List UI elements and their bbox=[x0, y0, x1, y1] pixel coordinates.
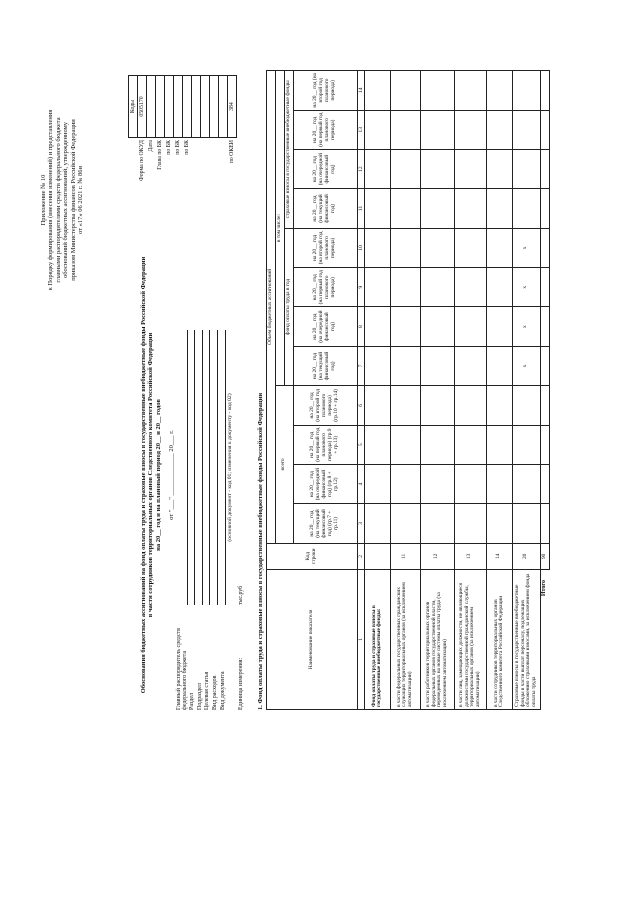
column-number: 9 bbox=[357, 268, 364, 307]
itogo-cell bbox=[540, 386, 549, 425]
column-number: 4 bbox=[357, 464, 364, 503]
row-cell bbox=[364, 464, 390, 503]
field-label: Единица измерения: bbox=[237, 657, 244, 710]
itogo-label: Итого bbox=[541, 580, 547, 597]
itogo-cell bbox=[540, 307, 549, 346]
row-cell bbox=[390, 346, 420, 385]
appendix-number: Приложение № 10 bbox=[40, 174, 47, 226]
field-value: тыс.руб bbox=[237, 585, 244, 605]
row-cell: х bbox=[512, 228, 540, 267]
header-ins-col: на 20__ год (на текущий финансовый год) bbox=[293, 189, 357, 228]
header-insurance: страховые взносы в государственные внебюджетные фонды bbox=[284, 71, 293, 229]
row-cell bbox=[420, 110, 454, 149]
row-code: 11 bbox=[390, 543, 420, 569]
codes-block bbox=[128, 75, 237, 245]
itogo-cell bbox=[540, 110, 549, 149]
row-cell bbox=[364, 346, 390, 385]
code-label: по БК bbox=[184, 140, 190, 155]
itogo-cell bbox=[540, 464, 549, 503]
row-cell bbox=[420, 307, 454, 346]
row-name: в части сотрудников территориальных органов Следственного комитета Российской Федерации bbox=[486, 569, 512, 709]
row-cell bbox=[364, 307, 390, 346]
row-cell: х bbox=[512, 346, 540, 385]
column-number: 14 bbox=[357, 71, 364, 111]
field-row bbox=[210, 330, 218, 710]
field-label: Главный распорядитель средств федерального бюджета bbox=[175, 628, 188, 710]
code-value bbox=[219, 76, 228, 138]
code-label bbox=[201, 138, 210, 245]
code-value bbox=[165, 76, 174, 138]
row-cell bbox=[486, 504, 512, 543]
row-cell bbox=[486, 464, 512, 503]
code-label: по БК bbox=[175, 140, 181, 155]
row-cell bbox=[512, 71, 540, 111]
row-cell bbox=[390, 228, 420, 267]
itogo-cell bbox=[540, 504, 549, 543]
row-cell bbox=[512, 504, 540, 543]
row-cell bbox=[420, 464, 454, 503]
row-cell bbox=[454, 268, 486, 307]
row-cell bbox=[512, 425, 540, 464]
row-cell bbox=[454, 189, 486, 228]
row-cell bbox=[364, 425, 390, 464]
code-label bbox=[210, 138, 219, 245]
header-ins-col: на 20__ год (на первый год планового периода) bbox=[293, 110, 357, 149]
row-cell bbox=[364, 110, 390, 149]
row-cell: х bbox=[512, 268, 540, 307]
row-cell bbox=[390, 268, 420, 307]
row-cell bbox=[486, 110, 512, 149]
row-cell bbox=[364, 386, 390, 425]
header-fot-col: на 20__ год (на второй год планового периода) bbox=[293, 228, 357, 267]
header-fot: фонд оплаты труда в год bbox=[284, 228, 293, 386]
row-cell bbox=[486, 346, 512, 385]
row-cell bbox=[454, 464, 486, 503]
row-cell bbox=[454, 71, 486, 111]
row-cell bbox=[486, 71, 512, 111]
document-title bbox=[140, 195, 176, 755]
row-cell bbox=[486, 386, 512, 425]
column-number: 13 bbox=[357, 110, 364, 149]
table-row bbox=[512, 71, 540, 710]
row-cell bbox=[454, 386, 486, 425]
code-value bbox=[210, 76, 219, 138]
table-row bbox=[486, 71, 512, 710]
column-number: 11 bbox=[357, 189, 364, 228]
row-cell bbox=[420, 228, 454, 267]
row-name: в части лиц, замещающих должности, не являющиеся должностями государственной гражданской службы, территориальных органов (за исключением автоматизации) bbox=[454, 569, 486, 709]
code-value bbox=[147, 76, 156, 138]
row-cell bbox=[512, 464, 540, 503]
column-number: 1 bbox=[357, 569, 364, 709]
column-number: 10 bbox=[357, 228, 364, 267]
title-date-line: от "___" _____________ 20___ г. bbox=[168, 430, 176, 520]
row-cell bbox=[454, 425, 486, 464]
row-cell bbox=[512, 149, 540, 188]
header-total-col: на 20__ год (на очередной финансовый год) (гр.8 + гр.12) bbox=[293, 464, 357, 503]
row-cell bbox=[454, 346, 486, 385]
codes-header: Коды bbox=[129, 76, 138, 138]
code-value bbox=[192, 76, 201, 138]
code-label: Глава по БК bbox=[157, 140, 163, 170]
field-row bbox=[218, 330, 226, 710]
column-number-row bbox=[357, 71, 364, 710]
row-cell bbox=[420, 189, 454, 228]
itogo-cell bbox=[540, 71, 549, 111]
appendix-line: обоснований бюджетных ассигнований, утвержденному bbox=[62, 122, 70, 278]
row-cell bbox=[390, 71, 420, 111]
column-number: 7 bbox=[357, 346, 364, 385]
row-cell bbox=[420, 268, 454, 307]
row-cell bbox=[390, 464, 420, 503]
appendix-line: приказом Министерства финансов Российской Федерации bbox=[69, 119, 77, 281]
header-ins-col: на 20__ год (на очередной финансовый год) bbox=[293, 149, 357, 188]
field-row bbox=[195, 330, 203, 710]
row-cell bbox=[420, 71, 454, 111]
itogo-cell bbox=[540, 189, 549, 228]
row-cell bbox=[486, 189, 512, 228]
code-label: Форма по ОКУД bbox=[139, 140, 145, 181]
row-name: Фонд оплаты труда и страховые взносы в государственные внебюджетные фонды: bbox=[364, 569, 390, 709]
row-cell bbox=[390, 386, 420, 425]
row-code bbox=[364, 543, 390, 569]
row-name: в части федеральных государственных гражданских служащих территориальных органов (за исключением автоматизации) bbox=[390, 569, 420, 709]
row-cell bbox=[390, 504, 420, 543]
row-cell bbox=[454, 307, 486, 346]
field-row bbox=[203, 330, 211, 710]
code-label: по ОКЕИ bbox=[229, 140, 235, 164]
row-cell bbox=[420, 149, 454, 188]
code-value bbox=[201, 76, 210, 138]
column-number: 8 bbox=[357, 307, 364, 346]
row-cell bbox=[364, 504, 390, 543]
row-cell bbox=[454, 228, 486, 267]
header-including: в том числе: bbox=[275, 71, 284, 386]
itogo-code: 90 bbox=[540, 543, 549, 569]
field-label: Подраздел bbox=[196, 683, 203, 710]
code-value bbox=[183, 76, 192, 138]
row-cell bbox=[364, 149, 390, 188]
header-volume: Объем бюджетных ассигнований bbox=[267, 71, 276, 544]
header-fot-col: на 20__ год (на очередной финансовый год) bbox=[293, 307, 357, 346]
itogo-cell bbox=[540, 149, 549, 188]
header-name: Наименование показателя bbox=[267, 569, 358, 709]
row-cell bbox=[512, 189, 540, 228]
itogo-cell bbox=[540, 425, 549, 464]
row-cell bbox=[420, 504, 454, 543]
row-cell bbox=[390, 110, 420, 149]
row-cell bbox=[420, 425, 454, 464]
field-row bbox=[226, 330, 234, 710]
row-cell bbox=[486, 268, 512, 307]
row-code: 13 bbox=[454, 543, 486, 569]
column-number: 6 bbox=[357, 386, 364, 425]
row-cell bbox=[512, 386, 540, 425]
row-cell bbox=[454, 149, 486, 188]
row-cell bbox=[364, 71, 390, 111]
field-row bbox=[236, 330, 244, 710]
header-total-col: на 20__ год (на текущий финансовый год) (гр.7 + гр.11) bbox=[293, 504, 357, 543]
header-fot-col: на 20__ год (на текущий финансовый год) bbox=[293, 346, 357, 385]
row-cell bbox=[486, 425, 512, 464]
table-body bbox=[364, 71, 549, 710]
header-ins-col: на 20__ год (на второй год планового периода) bbox=[293, 71, 357, 111]
row-cell bbox=[364, 228, 390, 267]
header-total-col: на 20__ год (на первый год планового периода) (гр.9 + гр.13) bbox=[293, 425, 357, 464]
column-number: 5 bbox=[357, 425, 364, 464]
header-total-col: на 20__ год (на второй год планового периода) (гр.10 + гр.14) bbox=[293, 386, 357, 425]
row-code: 20 bbox=[512, 543, 540, 569]
header-fot-col: на 20__ год (на первый год планового периода) bbox=[293, 268, 357, 307]
code-label: Дата bbox=[148, 140, 154, 152]
row-cell bbox=[390, 307, 420, 346]
field-value bbox=[217, 330, 218, 605]
row-cell bbox=[486, 149, 512, 188]
itogo-cell bbox=[540, 346, 549, 385]
code-value bbox=[174, 76, 183, 138]
column-number: 2 bbox=[357, 543, 364, 569]
section-title: 1. Фонд оплаты труда и страховые взносы в государственные внебюджетные фонды Российской Федерации bbox=[257, 392, 264, 710]
table-row bbox=[420, 71, 454, 710]
title-line-1: Обоснования бюджетных ассигнований на фонд оплаты труда и страховые взносы в государственные внебюджетные фонды Российской Федерации bbox=[140, 256, 147, 694]
code-value bbox=[156, 76, 165, 138]
row-cell bbox=[454, 504, 486, 543]
header-total: всего bbox=[275, 386, 293, 544]
row-code: 14 bbox=[486, 543, 512, 569]
header-code: Код строки bbox=[267, 543, 358, 569]
row-name: Страховые взносы в государственные внебюджетные фонды в части выплат персоналу, подлежащих обложению страховыми взносами, за исключением фонда оплаты труда bbox=[512, 569, 540, 709]
column-number: 3 bbox=[357, 504, 364, 543]
row-cell bbox=[454, 110, 486, 149]
title-line-3: на 20__ год и на плановый период 20__ и 20__ годов bbox=[154, 399, 162, 551]
row-cell bbox=[486, 228, 512, 267]
field-label: Вид расходов bbox=[211, 675, 218, 710]
field-value bbox=[202, 330, 203, 605]
field-label: Раздел bbox=[189, 693, 196, 710]
header-fields bbox=[175, 330, 244, 710]
field-value bbox=[225, 330, 226, 605]
code-label bbox=[192, 138, 201, 245]
table-row bbox=[390, 71, 420, 710]
code-label: по БК bbox=[166, 140, 172, 155]
table-row bbox=[454, 71, 486, 710]
code-value: 0505170 bbox=[138, 76, 147, 138]
row-cell: х bbox=[512, 307, 540, 346]
title-line-2: в части сотрудников территориальных органов Следственного комитета Российской Федерации bbox=[147, 332, 155, 618]
table-row bbox=[364, 71, 390, 710]
row-cell bbox=[512, 110, 540, 149]
code-label bbox=[219, 138, 228, 245]
row-name: в части работников территориальных органов федеральных органов государственной власти, переведенных на новые системы оплаты труда (за исключением автоматизации) bbox=[420, 569, 454, 709]
appendix-date: от «17» 06 2021 г. № 86н bbox=[77, 166, 85, 234]
codes-table bbox=[128, 75, 237, 245]
field-row bbox=[175, 330, 188, 710]
main-table bbox=[266, 70, 550, 710]
row-cell bbox=[486, 307, 512, 346]
field-value bbox=[209, 330, 210, 605]
field-label: Целевая статья bbox=[204, 671, 211, 710]
row-cell bbox=[420, 346, 454, 385]
field-row bbox=[188, 330, 196, 710]
appendix-line: главными распорядителями средств федерального бюджета bbox=[54, 117, 62, 283]
field-value bbox=[194, 330, 195, 605]
row-cell bbox=[390, 189, 420, 228]
row-code: 12 bbox=[420, 543, 454, 569]
appendix-line: к Порядку формирования (внесения изменений) и представления bbox=[47, 109, 55, 291]
row-cell bbox=[390, 425, 420, 464]
itogo-cell bbox=[540, 228, 549, 267]
code-value: 384 bbox=[228, 76, 237, 138]
itogo-cell bbox=[540, 268, 549, 307]
row-cell bbox=[364, 189, 390, 228]
field-hint: (основной документ - код 01; изменения к документу - код 02) bbox=[227, 393, 234, 542]
row-cell bbox=[420, 386, 454, 425]
row-cell bbox=[364, 268, 390, 307]
field-label: Вид документа bbox=[219, 671, 226, 710]
appendix-block bbox=[40, 95, 85, 305]
row-cell bbox=[390, 149, 420, 188]
field-value bbox=[187, 330, 188, 605]
column-number: 12 bbox=[357, 149, 364, 188]
